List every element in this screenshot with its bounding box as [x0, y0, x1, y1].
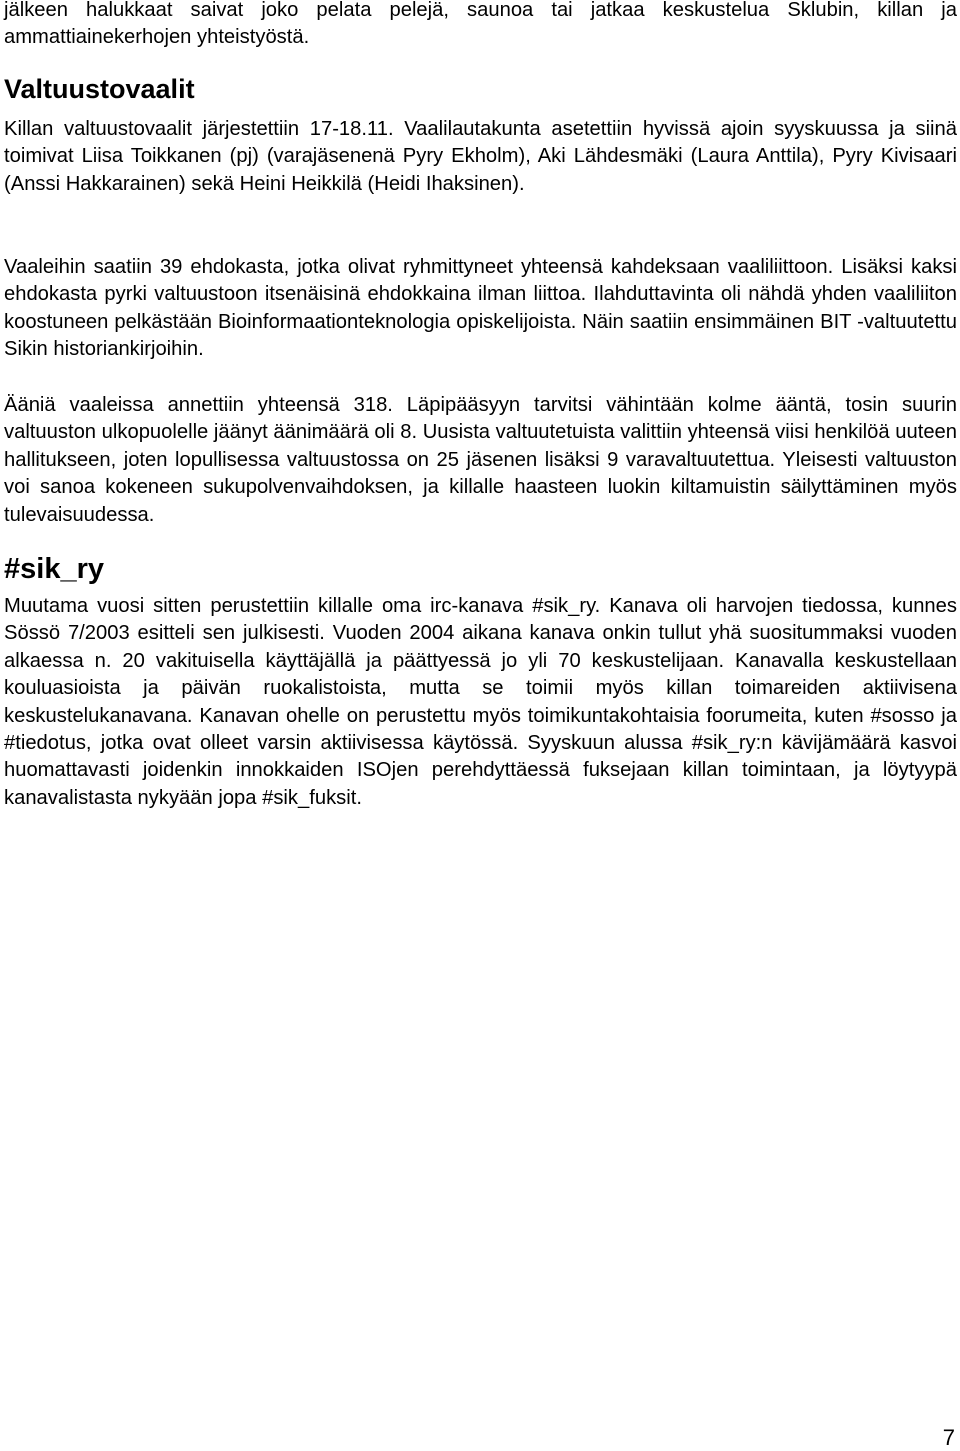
page-number: 7 — [942, 1425, 955, 1450]
paragraph-irc-kanava: Muutama vuosi sitten perustettiin killalle oma irc-kanava #sik_ry. Kanava oli harvojen tiedossa, kunnes Sössö 7/2003 esitteli sen julkisesti. Vuoden 2004 aikana kanava onkin tullut yhä suositummaksi vuoden alkaessa n. 20 vakituisella käyttäjällä ja päättyessä jo yli 70 keskustelijaan. Kanavalla keskustellaan kouluasioista ja päivän ruokalistoista, mutta se toimii myös killan toimareiden aktiivisena keskustelukanavana. Kanavan ohelle on perustettu myös toimikuntakohtaisia foorumeita, kuten #sosso ja #tiedotus, jotka ovat olleet varsin aktiivisessa käytössä. Syyskuun alussa #sik_ry:n kävijämäärä kasvoi huomattavasti joidenkin innokkaiden ISOjen perehdyttäessä fuksejaan killan toimintaan, ja löytyypä kanavalistasta nykyään jopa #sik_fuksit. — [4, 595, 957, 809]
section-heading-valtuustovaalit: Valtuustovaalit — [4, 74, 195, 104]
intro-paragraph: jälkeen halukkaat saivat joko pelata pelejä, saunoa tai jatkaa keskustelua Sklubin, killan ja ammattiainekerhojen yhteistyöstä. — [4, 0, 957, 49]
paragraph-aanet: Ääniä vaaleissa annettiin yhteensä 318. Läpipääsyyn tarvitsi vähintään kolme ääntä, tosin suurin valtuuston ulkopuolelle jäänyt äänimäärä oli 8. Uusista valtuutetuista valittiin yhteensä viisi henkilöä uuteen hallitukseen, joten lopullisessa valtuustossa on 25 jäsenen lisäksi 9 varavaltuutettua. Yleisesti valtuuston voi sanoa kokeneen sukupolvenvaihdoksen, ja killalle haasteen luokin kiltamuistin säilyttäminen myös tulevaisuudessa. — [4, 394, 957, 526]
paragraph-ehdokkaat: Vaaleihin saatiin 39 ehdokasta, jotka olivat ryhmittyneet yhteensä kahdeksaan vaaliliittoon. Lisäksi kaksi ehdokasta pyrki valtuustoon itsenäisinä ehdokkaina ilman liittoa. Ilahduttavinta oli nähdä yhden vaaliliiton koostuneen pelkästään Bioinformaationteknologia opiskelijoista. Näin saatiin ensimmäinen BIT -valtuutettu Sikin historiankirjoihin. — [4, 256, 957, 361]
section-heading-sik-ry: #sik_ry — [4, 553, 104, 585]
paragraph-vaalilautakunta: Killan valtuustovaalit järjestettiin 17-18.11. Vaalilautakunta asetettiin hyvissä ajoin syyskuussa ja siinä toimivat Liisa Toikkanen (pj) (varajäsenenä Pyry Ekholm), Aki Lähdesmäki (Laura Anttila), Pyry Kivisaari (Anssi Hakkarainen) sekä Heini Heikkilä (Heidi Ihaksinen). — [4, 118, 957, 195]
